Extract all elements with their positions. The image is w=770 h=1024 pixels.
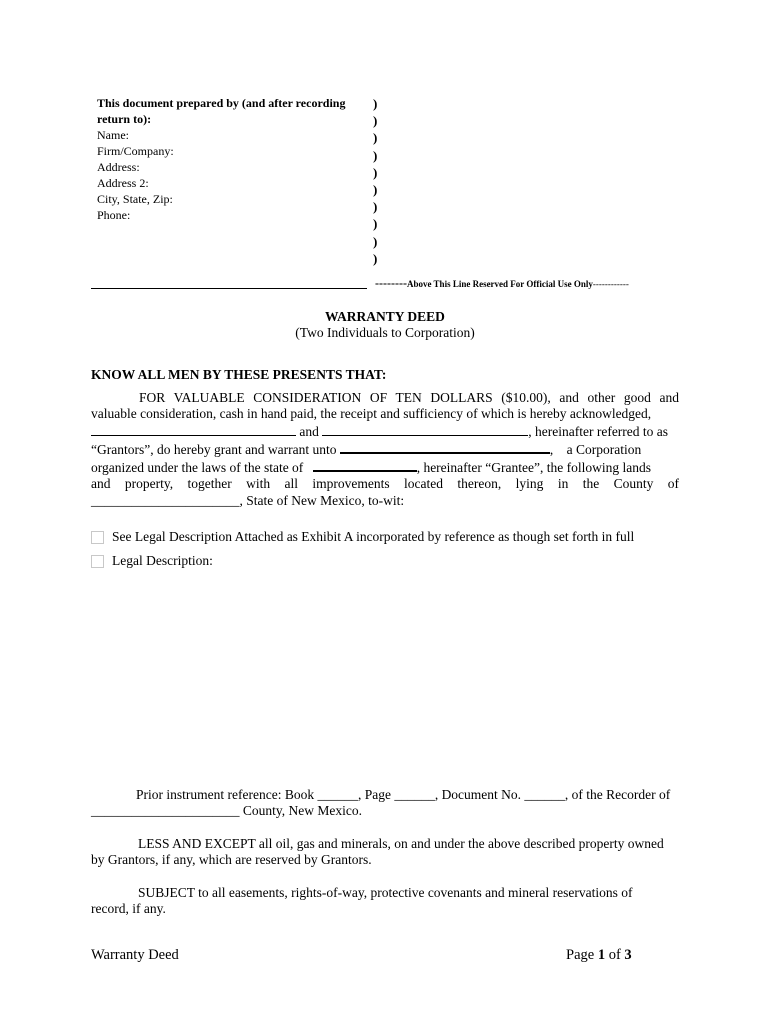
grantee-name-blank[interactable] (340, 440, 550, 454)
paren: ) (373, 113, 378, 129)
footer-page-number (566, 947, 632, 964)
consideration-line-1: FOR VALUABLE CONSIDERATION OF TEN DOLLARS ($10.00), and other good and (139, 390, 679, 405)
subject-to-line-1: SUBJECT to all easements, rights-of-way, protective covenants and mineral reservations of (138, 885, 633, 900)
bracket-column (373, 95, 385, 267)
field-phone: Phone: (97, 208, 131, 222)
recording-divider-line (91, 288, 367, 289)
paren: ) (373, 147, 378, 163)
paren: ) (373, 96, 378, 111)
hereinafter-grantee-text: , hereinafter “Grantee”, the following lands (416, 460, 651, 476)
comma-text: , (549, 441, 554, 457)
consideration-line-2: valuable consideration, cash in hand paid, the receipt and sufficiency of which is hereby acknowledged, (91, 406, 652, 422)
field-name: Name: (97, 128, 129, 142)
know-all-men-heading: KNOW ALL MEN BY THESE PRESENTS THAT: (91, 367, 387, 382)
legal-description-option[interactable] (91, 553, 213, 569)
grantor-1-blank[interactable] (91, 423, 296, 436)
paren: ) (373, 216, 378, 232)
reserved-text: Above This Line Reserved For Official Use Only (406, 279, 593, 289)
legal-description-checkbox[interactable] (91, 555, 104, 568)
paren: ) (373, 233, 378, 249)
organized-under-text: organized under the laws of the state of (91, 460, 307, 476)
current-page: 1 (597, 947, 606, 963)
exhibit-a-label: See Legal Description Attached as Exhibit A incorporated by reference as though set forth in full (112, 529, 635, 544)
corporation-text: a Corporation (563, 441, 642, 457)
prior-reference-line-2: ______________________ County, New Mexico. (91, 803, 362, 819)
consideration-line-7: ______________________, State of New Mexico, to-wit: (91, 492, 405, 508)
field-address: Address: (97, 160, 140, 174)
document-title: WARRANTY DEED (325, 309, 445, 324)
less-except-line-2: by Grantors, if any, which are reserved by Grantors. (91, 852, 372, 868)
document-subtitle: (Two Individuals to Corporation) (295, 325, 475, 340)
consideration-line-3 (91, 423, 679, 440)
grant-warrant-text: “Grantors”, do hereby grant and warrant unto (91, 441, 340, 457)
consideration-line-4 (91, 440, 679, 458)
reserved-dashes-left: -------- (375, 276, 407, 290)
exhibit-a-option[interactable] (91, 529, 634, 545)
legal-description-label: Legal Description: (112, 553, 213, 568)
consideration-line-5 (91, 458, 679, 476)
paren: ) (373, 199, 378, 215)
grantor-2-blank[interactable] (322, 423, 528, 436)
field-city-state-zip: City, State, Zip: (97, 192, 173, 206)
field-firm: Firm/Company: (97, 144, 174, 158)
preparer-heading: This document prepared by (and after recording return to): (97, 96, 346, 126)
prior-reference-paragraph (91, 787, 679, 820)
exhibit-a-checkbox[interactable] (91, 531, 104, 544)
paren: ) (373, 164, 378, 180)
page-prefix: Page (566, 947, 598, 963)
field-address2: Address 2: (97, 176, 149, 190)
total-pages: 3 (624, 947, 632, 963)
page-of: of (605, 947, 625, 963)
consideration-paragraph (91, 390, 679, 509)
less-except-paragraph (91, 836, 679, 869)
paren: ) (373, 182, 378, 198)
reserved-dashes-right: ------------ (592, 279, 629, 289)
consideration-line-6: and property, together with all improvements located thereon, lying in the County of (91, 476, 679, 492)
paren: ) (373, 130, 378, 146)
official-use-notice (375, 276, 629, 291)
footer-document-name: Warranty Deed (91, 947, 179, 963)
subject-to-paragraph (91, 885, 679, 918)
state-blank[interactable] (313, 458, 417, 472)
preparer-block (97, 95, 377, 223)
prior-reference-line-1: Prior instrument reference: Book ______, Page ______, Document No. ______, of the Recorder of (136, 787, 671, 802)
paren: ) (373, 250, 378, 266)
subject-to-line-2: record, if any. (91, 901, 166, 917)
and-text: and (296, 423, 323, 439)
hereinafter-grantors-text: , hereinafter referred to as (528, 423, 669, 439)
less-except-line-1: LESS AND EXCEPT all oil, gas and minerals, on and under the above described property owned (138, 836, 664, 851)
